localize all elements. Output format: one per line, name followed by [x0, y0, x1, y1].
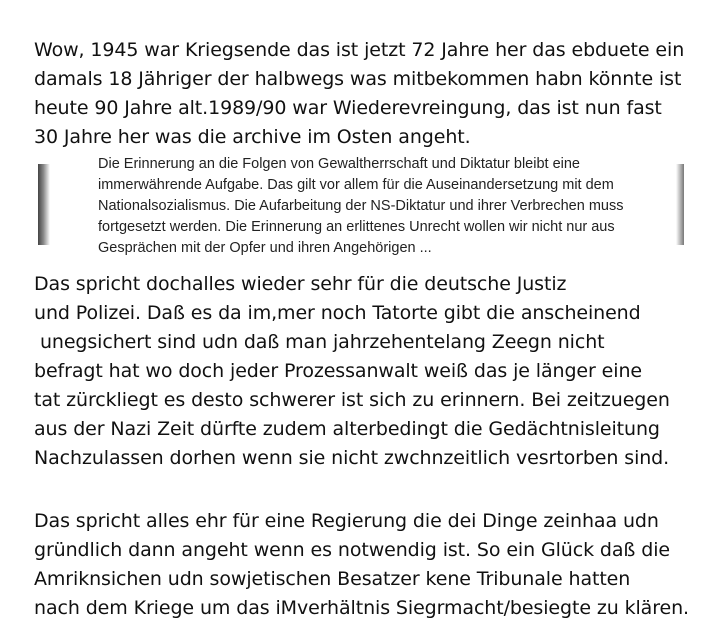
quote-line-3: Nationalsozialismus. Die Aufarbeitung der NS-Diktatur und ihrer Verbrechen muss	[98, 198, 624, 214]
quoted-document-text	[98, 154, 658, 259]
quote-line-2: immerwährende Aufgabe. Das gilt vor allem für die Auseinandersetzung mit dem	[98, 177, 614, 193]
quote-line-1: Die Erinnerung an die Folgen von Gewaltherrschaft und Diktatur bleibt eine	[98, 156, 580, 172]
comment-paragraph-3: Das spricht alles ehr für eine Regierung die dei Dinge zeinhaa udn gründlich dann angeht wenn es notwendig ist. So ein Glück daß die Amriknsichen udn sowjetischen Besatzer kene Tribunale hatten nach dem Kriege um das iMverhältnis Siegrmacht/besiegte zu klären.	[34, 510, 689, 619]
comment-paragraph-2: Das spricht dochalles wieder sehr für die deutsche Justiz und Polizei. Daß es da im,mer noch Tatorte gibt die anscheinend unegsichert sind udn daß man jahrzehentelang Zeegn nicht befragt hat wo doch jeder Prozessanwalt weiß das je länger eine tat zürckliegt es desto schwerer ist sich zu erinnern. Bei zeitzuegen aus der Nazi Zeit dürfte zudem alterbedingt die Gedächtnisleitung Nachzulassen dorhen wenn sie nicht zwchnzeitlich vesrtorben sind.	[34, 273, 670, 469]
quoted-document-image	[38, 156, 684, 256]
quote-line-4: fortgesetzt werden. Die Erinnerung an erlittenes Unrecht wollen wir nicht nur aus	[98, 219, 615, 235]
scan-edge-shadow-left	[38, 164, 50, 245]
comment-paragraph-1: Wow, 1945 war Kriegsende das ist jetzt 72 Jahre her das ebduete ein damals 18 Jähriger der halbwegs was mitbekommen habn könnte ist heute 90 Jahre alt.1989/90 war Wiederevreingung, das ist nun fast 30 Jahre her was die archive im Osten angeht.	[34, 39, 685, 148]
scan-edge-shadow-right	[676, 164, 684, 245]
quote-line-5: Gesprächen mit der Opfer und ihren Angehörigen ...	[98, 240, 432, 256]
